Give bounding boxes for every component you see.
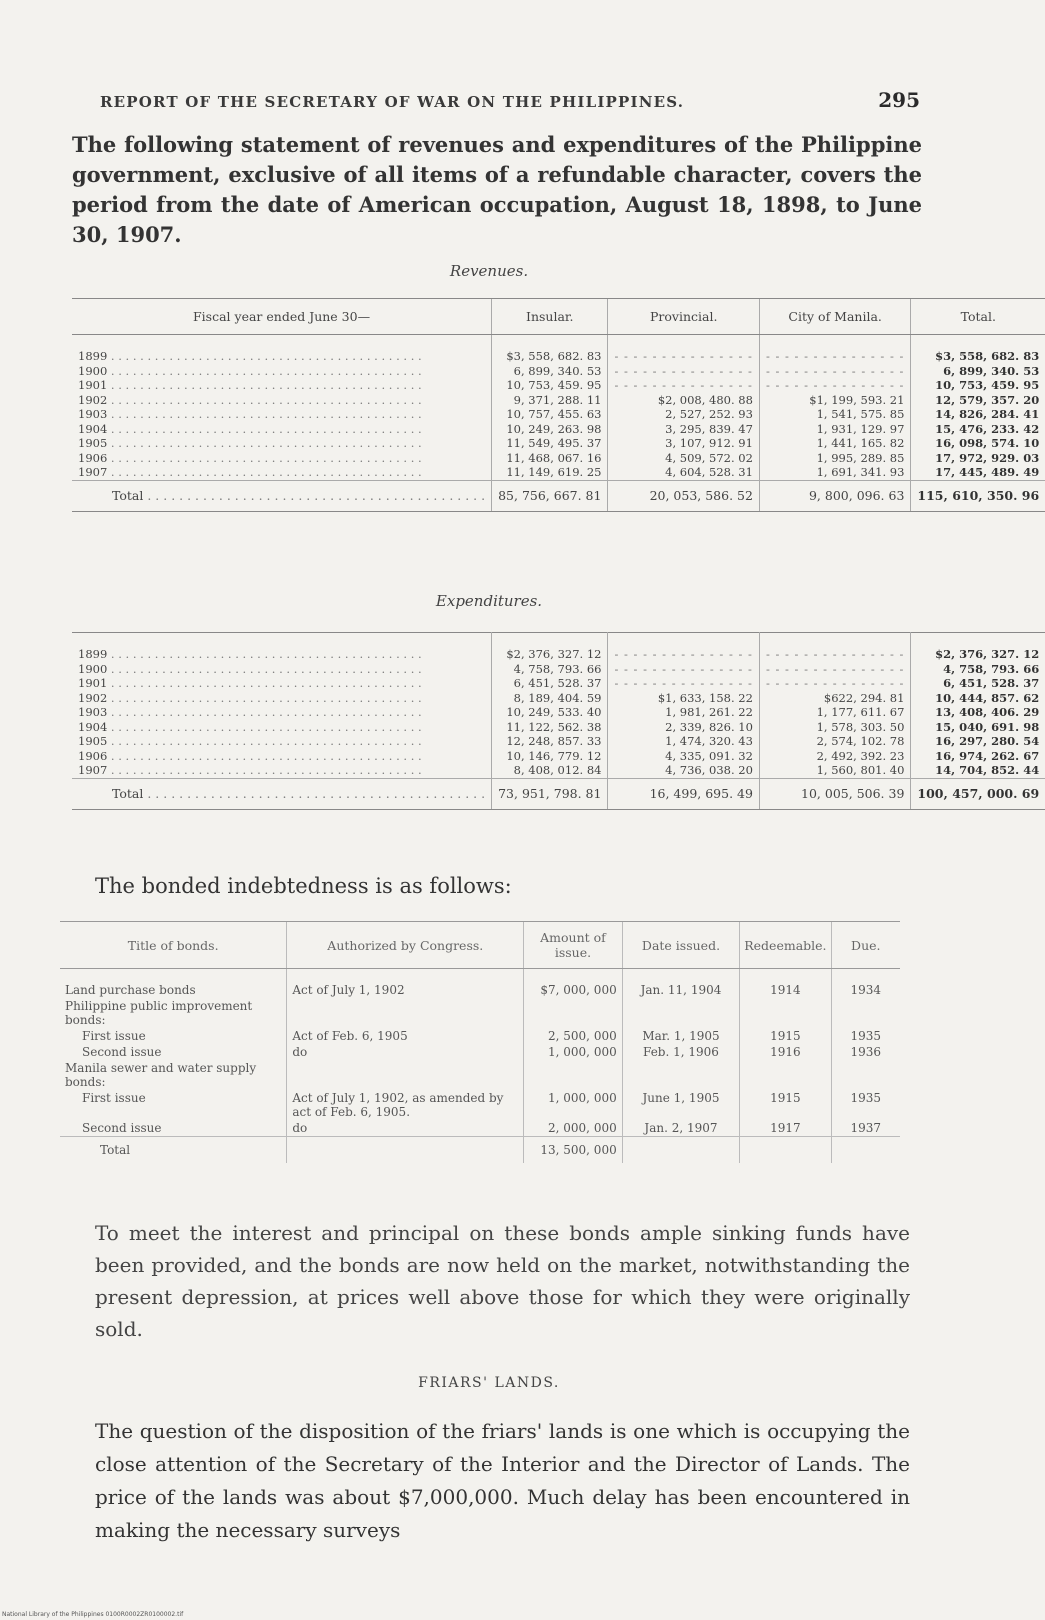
insular-value: 10, 249, 263. 98 bbox=[492, 422, 608, 437]
provincial-value: - - - - - - - - - - - - - - - bbox=[608, 633, 759, 662]
bond-authorized: do bbox=[287, 1120, 524, 1137]
bond-redeemable: 1916 bbox=[740, 1044, 831, 1060]
col-fiscal-year: Fiscal year ended June 30— bbox=[72, 299, 492, 335]
insular-value: 11, 149, 619. 25 bbox=[492, 465, 608, 480]
bonded-heading: The bonded indebtedness is as follows: bbox=[95, 874, 512, 898]
table-row bbox=[60, 1060, 900, 1090]
bond-title: Second issue bbox=[82, 1045, 162, 1059]
total-value: 4, 758, 793. 66 bbox=[911, 662, 1045, 677]
total-value: 6, 451, 528. 37 bbox=[911, 676, 1045, 691]
provincial-value: 4, 604, 528. 31 bbox=[608, 465, 759, 480]
table-row bbox=[72, 749, 1045, 764]
total-label: Total bbox=[112, 487, 144, 503]
col-insular: Insular. bbox=[492, 299, 608, 335]
col-total: Total. bbox=[911, 299, 1045, 335]
insular-value: 10, 249, 533. 40 bbox=[492, 705, 608, 720]
bond-amount: 1, 000, 000 bbox=[524, 1044, 622, 1060]
manila-value: - - - - - - - - - - - - - - - bbox=[759, 335, 910, 364]
provincial-value: $2, 008, 480. 88 bbox=[608, 393, 759, 408]
bond-due: 1936 bbox=[831, 1044, 900, 1060]
bond-date: Mar. 1, 1905 bbox=[622, 1028, 740, 1044]
bond-date: June 1, 1905 bbox=[622, 1090, 740, 1120]
bond-authorized: do bbox=[287, 1044, 524, 1060]
bond-title: Second issue bbox=[82, 1121, 162, 1135]
provincial-value: 4, 736, 038. 20 bbox=[608, 763, 759, 778]
table-row bbox=[60, 1120, 900, 1137]
total-value: 14, 704, 852. 44 bbox=[911, 763, 1045, 778]
bond-amount: 1, 000, 000 bbox=[524, 1090, 622, 1120]
manila-value: $622, 294. 81 bbox=[759, 691, 910, 706]
total-total: 100, 457, 000. 69 bbox=[911, 778, 1045, 810]
col-redeemable: Redeemable. bbox=[740, 922, 831, 969]
insular-value: $3, 558, 682. 83 bbox=[492, 335, 608, 364]
provincial-value: 3, 295, 839. 47 bbox=[608, 422, 759, 437]
page-number: 295 bbox=[878, 88, 920, 112]
revenues-header-row bbox=[72, 299, 1045, 335]
bonds-table bbox=[60, 921, 900, 1163]
fiscal-year-cell bbox=[72, 720, 492, 735]
fiscal-year-cell bbox=[72, 691, 492, 706]
fiscal-year-cell bbox=[72, 676, 492, 691]
expenditures-total-row bbox=[72, 778, 1045, 810]
fiscal-year-cell bbox=[72, 705, 492, 720]
total-provincial: 16, 499, 695. 49 bbox=[608, 778, 759, 810]
expenditures-caption: Expenditures. bbox=[435, 592, 543, 610]
fiscal-year-cell bbox=[72, 734, 492, 749]
table-row bbox=[72, 720, 1045, 735]
fiscal-year: 1904 bbox=[78, 719, 108, 734]
fiscal-year: 1905 bbox=[78, 436, 108, 450]
table-row bbox=[72, 763, 1045, 778]
bond-title: Philippine public improvement bonds: bbox=[65, 999, 253, 1027]
provincial-value: - - - - - - - - - - - - - - - bbox=[608, 378, 759, 393]
fiscal-year-cell bbox=[72, 335, 492, 364]
provincial-value: 1, 474, 320. 43 bbox=[608, 734, 759, 749]
scan-footer: National Library of the Philippines 0100R0002ZR0100002.tif bbox=[2, 1611, 184, 1618]
bond-title: First issue bbox=[82, 1091, 146, 1105]
provincial-value: - - - - - - - - - - - - - - - bbox=[608, 676, 759, 691]
insular-value: $2, 376, 327. 12 bbox=[492, 633, 608, 662]
table-row bbox=[72, 364, 1045, 379]
bond-date: Jan. 2, 1907 bbox=[622, 1120, 740, 1137]
total-value: 15, 040, 691. 98 bbox=[911, 720, 1045, 735]
table-row bbox=[72, 633, 1045, 662]
table-row bbox=[72, 393, 1045, 408]
manila-value: - - - - - - - - - - - - - - - bbox=[759, 633, 910, 662]
total-provincial: 20, 053, 586. 52 bbox=[608, 480, 759, 512]
manila-value: 1, 560, 801. 40 bbox=[759, 763, 910, 778]
table-row bbox=[72, 378, 1045, 393]
bond-redeemable: 1917 bbox=[740, 1120, 831, 1137]
table-row bbox=[72, 436, 1045, 451]
fiscal-year-cell bbox=[72, 633, 492, 662]
fiscal-year-cell bbox=[72, 364, 492, 379]
insular-value: 12, 248, 857. 33 bbox=[492, 734, 608, 749]
fiscal-year: 1907 bbox=[78, 465, 108, 479]
manila-value: 1, 931, 129. 97 bbox=[759, 422, 910, 437]
provincial-value: 4, 335, 091. 32 bbox=[608, 749, 759, 764]
insular-value: 10, 146, 779. 12 bbox=[492, 749, 608, 764]
fiscal-year: 1905 bbox=[78, 734, 108, 748]
insular-value: 6, 899, 340. 53 bbox=[492, 364, 608, 379]
total-insular: 73, 951, 798. 81 bbox=[492, 778, 608, 810]
manila-value: 2, 492, 392. 23 bbox=[759, 749, 910, 764]
bond-due: 1935 bbox=[831, 1028, 900, 1044]
provincial-value: 2, 339, 826. 10 bbox=[608, 720, 759, 735]
bond-title: Manila sewer and water supply bonds: bbox=[65, 1061, 257, 1089]
bond-title: Land purchase bonds bbox=[65, 983, 196, 997]
manila-value: - - - - - - - - - - - - - - - bbox=[759, 676, 910, 691]
manila-value: 1, 691, 341. 93 bbox=[759, 465, 910, 480]
table-row bbox=[60, 998, 900, 1028]
fiscal-year: 1899 bbox=[78, 349, 108, 363]
table-row bbox=[72, 705, 1045, 720]
table-row bbox=[72, 451, 1045, 466]
table-row bbox=[72, 676, 1045, 691]
fiscal-year: 1900 bbox=[78, 363, 108, 378]
total-value: 15, 476, 233. 42 bbox=[911, 422, 1045, 437]
table-row bbox=[72, 662, 1045, 677]
manila-value: $1, 199, 593. 21 bbox=[759, 393, 910, 408]
manila-value: - - - - - - - - - - - - - - - bbox=[759, 662, 910, 677]
table-row bbox=[72, 407, 1045, 422]
provincial-value: - - - - - - - - - - - - - - - bbox=[608, 662, 759, 677]
table-row bbox=[72, 734, 1045, 749]
total-value: 16, 098, 574. 10 bbox=[911, 436, 1045, 451]
col-city-of-manila: City of Manila. bbox=[759, 299, 910, 335]
total-value: 16, 974, 262. 67 bbox=[911, 749, 1045, 764]
fiscal-year-cell bbox=[72, 763, 492, 778]
col-authorized: Authorized by Congress. bbox=[287, 922, 524, 969]
fiscal-year: 1901 bbox=[78, 378, 108, 392]
provincial-value: 4, 509, 572. 02 bbox=[608, 451, 759, 466]
fiscal-year: 1903 bbox=[78, 407, 108, 421]
bond-redeemable: 1915 bbox=[740, 1028, 831, 1044]
insular-value: 11, 122, 562. 38 bbox=[492, 720, 608, 735]
bond-date: Jan. 11, 1904 bbox=[622, 969, 740, 999]
table-row bbox=[72, 465, 1045, 480]
total-manila: 10, 005, 506. 39 bbox=[759, 778, 910, 810]
insular-value: 11, 549, 495. 37 bbox=[492, 436, 608, 451]
col-provincial: Provincial. bbox=[608, 299, 759, 335]
col-title: Title of bonds. bbox=[60, 922, 287, 969]
fiscal-year: 1907 bbox=[78, 763, 108, 777]
total-insular: 85, 756, 667. 81 bbox=[492, 480, 608, 512]
provincial-value: - - - - - - - - - - - - - - - bbox=[608, 335, 759, 364]
total-value: 16, 297, 280. 54 bbox=[911, 734, 1045, 749]
table-row bbox=[72, 335, 1045, 364]
bond-due: 1934 bbox=[831, 969, 900, 999]
expenditures-table bbox=[72, 632, 1045, 810]
col-due: Due. bbox=[831, 922, 900, 969]
manila-value: 2, 574, 102. 78 bbox=[759, 734, 910, 749]
fiscal-year-cell bbox=[72, 393, 492, 408]
insular-value: 10, 753, 459. 95 bbox=[492, 378, 608, 393]
bond-redeemable: 1914 bbox=[740, 969, 831, 999]
insular-value: 4, 758, 793. 66 bbox=[492, 662, 608, 677]
fiscal-year: 1902 bbox=[78, 690, 108, 705]
table-row bbox=[60, 1090, 900, 1120]
sinking-funds-paragraph: To meet the interest and principal on these bonds ample sinking funds have been provided, and the bonds are now held on the market, notwithstanding the present depression, at prices well above those for which they were originally sold. bbox=[95, 1221, 910, 1341]
running-title: REPORT OF THE SECRETARY OF WAR ON THE PHILIPPINES. bbox=[100, 93, 685, 111]
total-value: 10, 753, 459. 95 bbox=[911, 378, 1045, 393]
provincial-value: - - - - - - - - - - - - - - - bbox=[608, 364, 759, 379]
friars-lands-paragraph: The question of the disposition of the friars' lands is one which is occupying the close attention of the Secretary of the Interior and the Director of Lands. The price of the lands was about $7,000,000. Much delay has been encountered in making the necessary surveys bbox=[95, 1419, 910, 1542]
manila-value: 1, 578, 303. 50 bbox=[759, 720, 910, 735]
insular-value: 8, 408, 012. 84 bbox=[492, 763, 608, 778]
total-value: $3, 558, 682. 83 bbox=[911, 335, 1045, 364]
fiscal-year-cell bbox=[72, 378, 492, 393]
bond-redeemable: 1915 bbox=[740, 1090, 831, 1120]
fiscal-year-cell bbox=[72, 407, 492, 422]
provincial-value: 1, 981, 261. 22 bbox=[608, 705, 759, 720]
bond-amount: $7, 000, 000 bbox=[524, 969, 622, 999]
fiscal-year: 1902 bbox=[78, 392, 108, 407]
total-amount: 13, 500, 000 bbox=[524, 1137, 622, 1164]
table-row bbox=[72, 422, 1045, 437]
fiscal-year-cell bbox=[72, 662, 492, 677]
total-manila: 9, 800, 096. 63 bbox=[759, 480, 910, 512]
bond-authorized: Act of July 1, 1902, as amended by act of Feb. 6, 1905. bbox=[287, 1090, 524, 1120]
fiscal-year: 1900 bbox=[78, 661, 108, 676]
fiscal-year-cell bbox=[72, 749, 492, 764]
total-label: Total bbox=[60, 1137, 287, 1164]
col-date-issued: Date issued. bbox=[622, 922, 740, 969]
bond-amount: 2, 000, 000 bbox=[524, 1120, 622, 1137]
table-row bbox=[60, 1028, 900, 1044]
bond-authorized: Act of July 1, 1902 bbox=[287, 969, 524, 999]
total-value: 6, 899, 340. 53 bbox=[911, 364, 1045, 379]
fiscal-year-cell bbox=[72, 436, 492, 451]
insular-value: 9, 371, 288. 11 bbox=[492, 393, 608, 408]
manila-value: 1, 995, 289. 85 bbox=[759, 451, 910, 466]
intro-paragraph: The following statement of revenues and expenditures of the Philippine government, exclusive of all items of a refundable character, covers the period from the date of American occupation, August 18, 1898, to June 30, 1907. bbox=[72, 132, 922, 247]
fiscal-year: 1906 bbox=[78, 748, 108, 763]
insular-value: 11, 468, 067. 16 bbox=[492, 451, 608, 466]
manila-value: - - - - - - - - - - - - - - - bbox=[759, 378, 910, 393]
total-value: 17, 445, 489. 49 bbox=[911, 465, 1045, 480]
bond-title: First issue bbox=[82, 1029, 146, 1043]
fiscal-year: 1901 bbox=[78, 676, 108, 690]
fiscal-year-cell bbox=[72, 465, 492, 480]
manila-value: 1, 177, 611. 67 bbox=[759, 705, 910, 720]
total-value: 10, 444, 857. 62 bbox=[911, 691, 1045, 706]
fiscal-year: 1903 bbox=[78, 705, 108, 719]
manila-value: 1, 541, 575. 85 bbox=[759, 407, 910, 422]
total-total: 115, 610, 350. 96 bbox=[911, 480, 1045, 512]
bond-due: 1937 bbox=[831, 1120, 900, 1137]
manila-value: - - - - - - - - - - - - - - - bbox=[759, 364, 910, 379]
fiscal-year: 1899 bbox=[78, 647, 108, 661]
provincial-value: $1, 633, 158. 22 bbox=[608, 691, 759, 706]
bond-authorized: Act of Feb. 6, 1905 bbox=[287, 1028, 524, 1044]
total-value: 17, 972, 929. 03 bbox=[911, 451, 1045, 466]
total-label: Total bbox=[112, 785, 144, 801]
bond-date: Feb. 1, 1906 bbox=[622, 1044, 740, 1060]
insular-value: 6, 451, 528. 37 bbox=[492, 676, 608, 691]
revenues-total-row bbox=[72, 480, 1045, 512]
provincial-value: 3, 107, 912. 91 bbox=[608, 436, 759, 451]
table-row bbox=[60, 969, 900, 999]
total-value: $2, 376, 327. 12 bbox=[911, 633, 1045, 662]
friars-lands-heading: FRIARS' LANDS. bbox=[418, 1375, 560, 1391]
fiscal-year-cell bbox=[72, 422, 492, 437]
table-row bbox=[60, 1044, 900, 1060]
bond-amount: 2, 500, 000 bbox=[524, 1028, 622, 1044]
revenues-caption: Revenues. bbox=[449, 262, 529, 280]
page-header bbox=[100, 88, 920, 112]
insular-value: 8, 189, 404. 59 bbox=[492, 691, 608, 706]
provincial-value: 2, 527, 252. 93 bbox=[608, 407, 759, 422]
fiscal-year: 1904 bbox=[78, 421, 108, 436]
fiscal-year: 1906 bbox=[78, 450, 108, 465]
fiscal-year-cell bbox=[72, 451, 492, 466]
bond-due: 1935 bbox=[831, 1090, 900, 1120]
total-value: 14, 826, 284. 41 bbox=[911, 407, 1045, 422]
insular-value: 10, 757, 455. 63 bbox=[492, 407, 608, 422]
total-value: 12, 579, 357. 20 bbox=[911, 393, 1045, 408]
manila-value: 1, 441, 165. 82 bbox=[759, 436, 910, 451]
bonds-total-row bbox=[60, 1137, 900, 1164]
table-row bbox=[72, 691, 1045, 706]
bonds-header-row bbox=[60, 922, 900, 969]
total-value: 13, 408, 406. 29 bbox=[911, 705, 1045, 720]
col-amount: Amount of issue. bbox=[524, 922, 622, 969]
revenues-table bbox=[72, 298, 1045, 512]
